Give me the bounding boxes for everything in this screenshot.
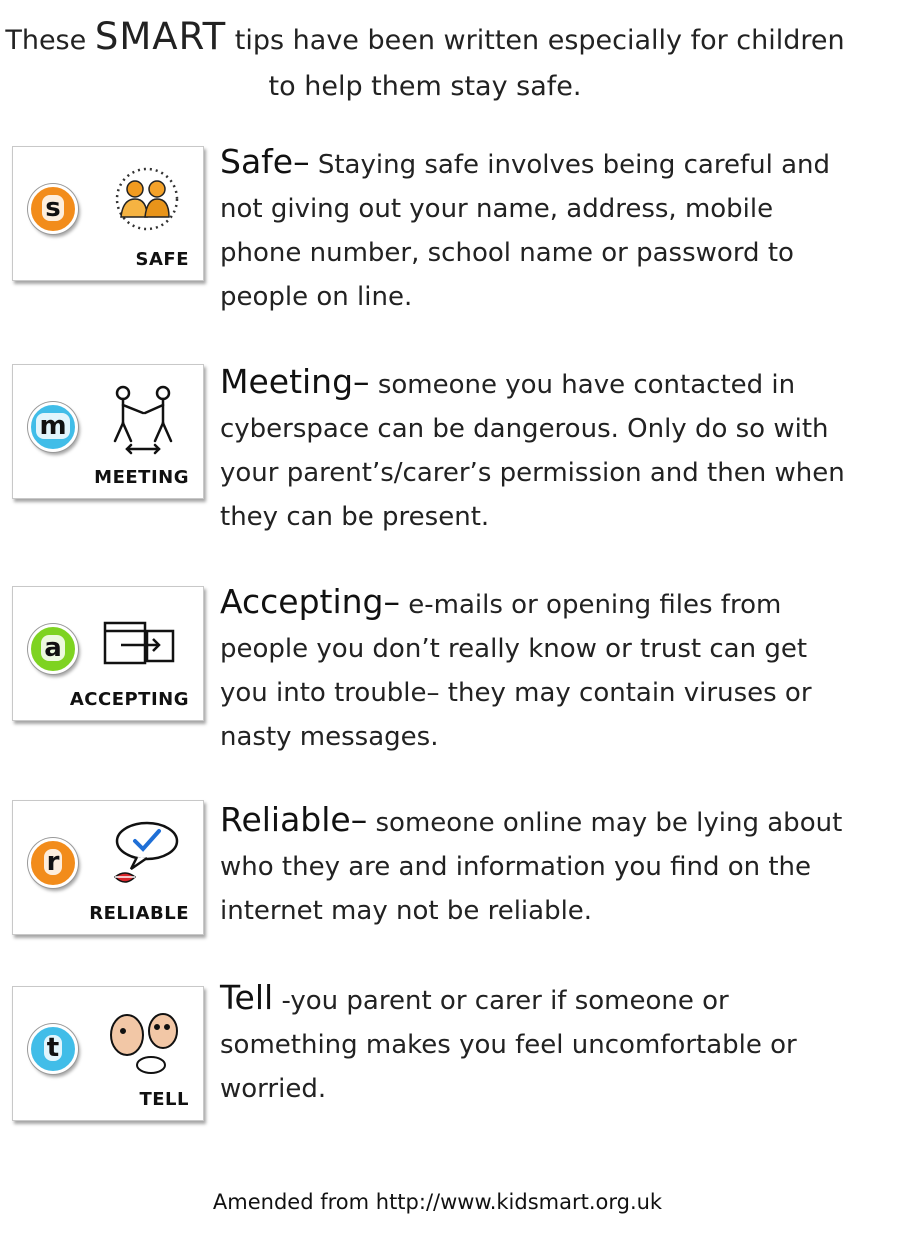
speech-check-icon bbox=[101, 815, 187, 895]
safe-card bbox=[12, 146, 204, 281]
a-badge-icon: a bbox=[28, 624, 78, 674]
reliable-card bbox=[12, 800, 204, 935]
m-badge-icon: m bbox=[28, 402, 78, 452]
s-badge-icon: s bbox=[28, 184, 78, 234]
t-badge-icon: t bbox=[28, 1024, 78, 1074]
meeting-card bbox=[12, 364, 204, 499]
reliable-caption: RELIABLE bbox=[89, 903, 189, 924]
tip-tell bbox=[0, 976, 900, 1176]
tell-heading: Tell bbox=[220, 978, 274, 1017]
tip-meeting bbox=[0, 360, 900, 560]
tell-caption: TELL bbox=[139, 1089, 189, 1110]
intro-text bbox=[0, 14, 850, 110]
file-transfer-icon bbox=[101, 601, 187, 681]
intro-smart: SMART bbox=[94, 15, 227, 58]
source-footer: Amended from http://www.kidsmart.org.uk bbox=[212, 1190, 663, 1214]
meeting-heading: Meeting– bbox=[220, 362, 370, 401]
tip-reliable bbox=[0, 798, 900, 998]
meeting-body: someone you have contacted in cyberspace can be dangerous. Only do so with your parent’s/carer’s permission and then when they can be present. bbox=[220, 370, 845, 532]
accepting-card bbox=[12, 586, 204, 721]
tip-safe bbox=[0, 140, 900, 340]
meeting-text bbox=[220, 360, 860, 539]
tip-accepting bbox=[0, 580, 900, 780]
accepting-heading: Accepting– bbox=[220, 582, 401, 621]
reliable-body: someone online may be lying about who they are and information you find on the internet may not be reliable. bbox=[220, 808, 843, 926]
safe-caption: SAFE bbox=[135, 249, 189, 270]
people-icon bbox=[101, 161, 187, 241]
safe-text bbox=[220, 140, 860, 319]
meeting-people-icon bbox=[101, 379, 187, 459]
accepting-caption: ACCEPTING bbox=[69, 689, 189, 710]
accepting-body: e-mails or opening files from people you don’t really know or trust can get you into trouble– they may contain viruses or nasty messages. bbox=[220, 590, 812, 752]
reliable-text bbox=[220, 798, 860, 933]
tell-text bbox=[220, 976, 860, 1111]
talking-faces-icon bbox=[101, 1001, 187, 1081]
reliable-heading: Reliable– bbox=[220, 800, 368, 839]
safe-heading: Safe– bbox=[220, 142, 310, 181]
accepting-text bbox=[220, 580, 860, 759]
safe-body: Staying safe involves being careful and not giving out your name, address, mobile phone number, school name or password to people on line. bbox=[220, 150, 830, 312]
intro-after: tips have been written especially for children to help them stay safe. bbox=[234, 25, 845, 102]
r-badge-icon: r bbox=[28, 838, 78, 888]
tell-body: -you parent or carer if someone or something makes you feel uncomfortable or worried. bbox=[220, 986, 797, 1104]
intro-before: These bbox=[5, 25, 87, 56]
tell-card bbox=[12, 986, 204, 1121]
meeting-caption: MEETING bbox=[94, 467, 189, 488]
